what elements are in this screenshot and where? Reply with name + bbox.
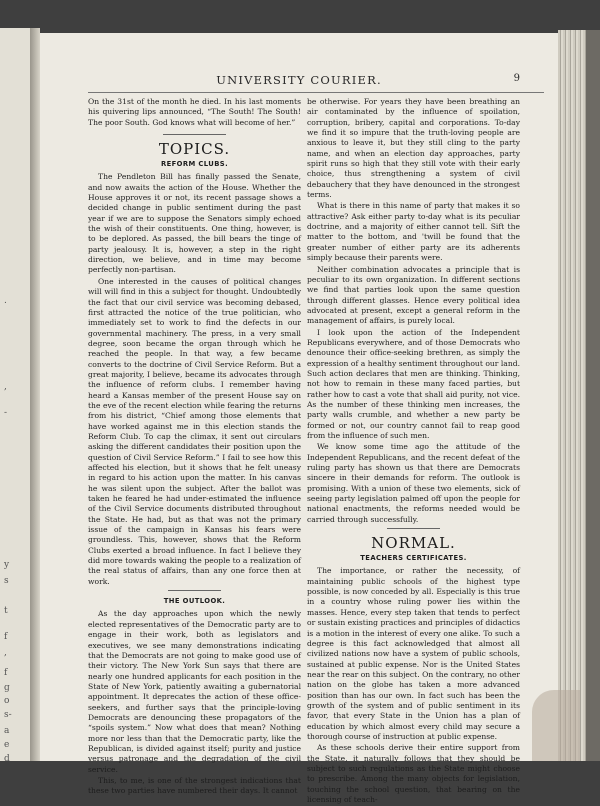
article-paragraph: The Pendleton Bill has finally passed the Senate, and now awaits the action of the House. Whether the House approves it or not, its recent passage shows a decided change in public sentiment during the past year if we are to suppose the Senators simply echoed the wish of their constituents. One thing, however, is to be deplored. As passed, the bill bears the tinge of party jealousy. It is, however, a step in the right direction, we believe, and in time may become perfectly non-partisan. [88,172,301,275]
facing-page-fragment: . [4,296,7,306]
article-paragraph: As the day approaches upon which the newly elected representatives of the Democratic party are to engage in their work, both as legislators and executives, we see many demonstrations indicating that the Democrats are not going to make good use of their victory. The New York Sun says that there are nearly one hundred applicants for each position in the State of New York, patiently awaiting a gubernatorial appointment. It deprecates the action of these office-seekers, and further says that the principle-loving Democrats are denouncing these propagators of the “spoils system.” Now what does that mean? Nothing more nor less than that the Democratic party, like the Republican, is divided against itself; purity and justice versus patronage and the degradation of the civil service. [88,609,301,774]
thumb-shadow [532,690,580,761]
header-rule [88,92,544,93]
section-divider [168,590,221,591]
topics-heading: TOPICS. [158,140,231,159]
intro-paragraph: On the 31st of the month he died. In his last moments his quivering lips announced, “The South! The South! The poor South. God knows what will become of her.” [88,97,301,127]
facing-page-fragment: a [4,726,10,736]
left-column [88,97,301,798]
normal-heading: NORMAL. [371,534,456,553]
facing-page-fragment: e [4,740,10,750]
facing-page-fragment: f [4,632,8,642]
facing-page-fragment: s [4,576,9,586]
article-paragraph: I look upon the action of the Independent Republicans everywhere, and of those Democrats who denounce their office-seeking brethren, as simply the expression of a healthy sentiment throughout our land. Such action declares that men are thinking. Thinking, not how to remain in these many faced parties, but rather how to cast a vote that shall aid purity, not vice. As the number of these thinking men increases, the party walls crumble, and whether a new party be formed or not, our country cannot fail to reap good from the influence of such men. [307,327,520,440]
article-paragraph: What is there in this name of party that makes it so attractive? Ask either party to-day what is its peculiar doctrine, and a majority of either cannot tell. Sift the matter to the bottom, and 'twill be found that the greater number of either party are its adherents simply because their parents were. [307,201,520,263]
facing-page-fragment: o [4,696,10,706]
facing-page-fragment: s- [4,710,12,720]
article-paragraph: The importance, or rather the necessity, of maintaining public schools of the highest type possible, is now conceded by all. Especially is this true in a country whose ruling power lies within the masses. Hence, every step taken that tends to perfect or sustain existing practices and principles of didactics is a motion in the interest of every one alike. To such a degree is this fact acknowledged that almost all civilized nations now have a system of public schools, sustained at public expense. Nor is the United States near the rear on this subject. On the contrary, no other nation on the globe has taken a more advanced position than has our own. In fact such has been the growth of the system and of public sentiment in its favor, that every State in the Union has a plan of education by which almost every child may secure a thorough course of instruction at public expense. [307,566,520,741]
article-paragraph: As these schools derive their entire support from the State, it naturally follows that they should be subject to such regulations as the State might choose to prescribe. Among the many objects for legislation, touching the school question, that bearing on the licensing of teach- [307,743,520,804]
article-paragraph: Neither combination advocates a principle that is peculiar to its own organization. In different sections we find that parties look upon the same question through different glasses. Hence every political idea advocated at present, except a general reform in the management of affairs, is purely local. [307,264,520,326]
reform-clubs-heading: REFORM CLUBS. [160,160,229,169]
teachers-certificates-heading: TEACHERS CERTIFICATES. [360,554,467,563]
facing-page-edge [0,28,31,764]
right-column [307,97,520,806]
page-number: 9 [513,73,520,84]
article-paragraph: One interested in the causes of political changes will will find in this a subject for thought. Undoubtedly the fact that our civil service was becoming debased, first attracted the notice of the true politician, who immediately set to work to find the defects in our governmental machinery. The press, in a very small degree, soon became the organ through which he reached the people. In that way, a few became converts to the doctrine of Civil Service Reform. But a great majority, I believe, became its advocates through the influence of reform clubs. I remember having heard a Kansas member of the present House say on the eve of the recent election while fearing the returns from his district, “Chief among those elements that have worked against me in this election stands the Reform Club. To cap the climax, it sent out circulars asking the different candidates their position upon the question of Civil Service Reform.” I fail to see how this affected his election, but it shows that he felt uneasy in regard to his action upon the matter. In his canvas he was silent upon the subject. After the ballot was taken he feared he had under-estimated the influence of the Civil Service documents distributed throughout the State. He had, but as that was not the primary issue of the campaign in Kansas his fears were groundless. This, however, shows that the Reform Clubs exerted a broad influence. In fact I believe they did more towards waking the people to a realization of the real status of affairs, than any one force then at work. [88,276,301,586]
page-edges [558,30,586,761]
facing-page-fragment: , [4,382,7,392]
facing-page-fragment: g [4,683,10,693]
facing-page-fragment: t [4,606,8,616]
book-cover-edge [586,30,600,761]
newspaper-page [40,33,558,804]
section-divider [163,134,226,135]
facing-page-fragment: - [4,408,8,418]
facing-page-fragment: , [4,648,7,658]
article-paragraph: This, to me, is one of the strongest indications that these two parties have numbered their days. It cannot [88,775,301,796]
facing-page-fragment: f [4,668,8,678]
article-paragraph: We know some time ago the attitude of the Independent Republicans, and the recent defeat of the ruling party has shown us that there are Democrats sincere in their demands for reform. The outlook is promising. With a union of these two elements, sick of seeing party legislation palmed off upon the people for national enactments, the reforms needed would be carried through successfully. [307,442,520,524]
outlook-heading: THE OUTLOOK. [163,597,226,606]
running-head: UNIVERSITY COURIER. [216,73,382,87]
facing-page-fragment: y [4,560,10,570]
facing-page-fragment: d [4,754,10,764]
book-gutter [30,28,40,761]
section-divider [387,528,440,529]
article-paragraph: be otherwise. For years they have been breathing an air contaminated by the influence of spoilation, corruption, bribery, capital and corporations. To-day we find it so impure that the truth-loving people are anxious to leave it, but they still cling to the party name, and when an election day approaches, party spirit runs so high that they still vote with their early choice, thus strengthening a system of civil debauchery that they have denounced in the strongest terms. [307,97,520,200]
